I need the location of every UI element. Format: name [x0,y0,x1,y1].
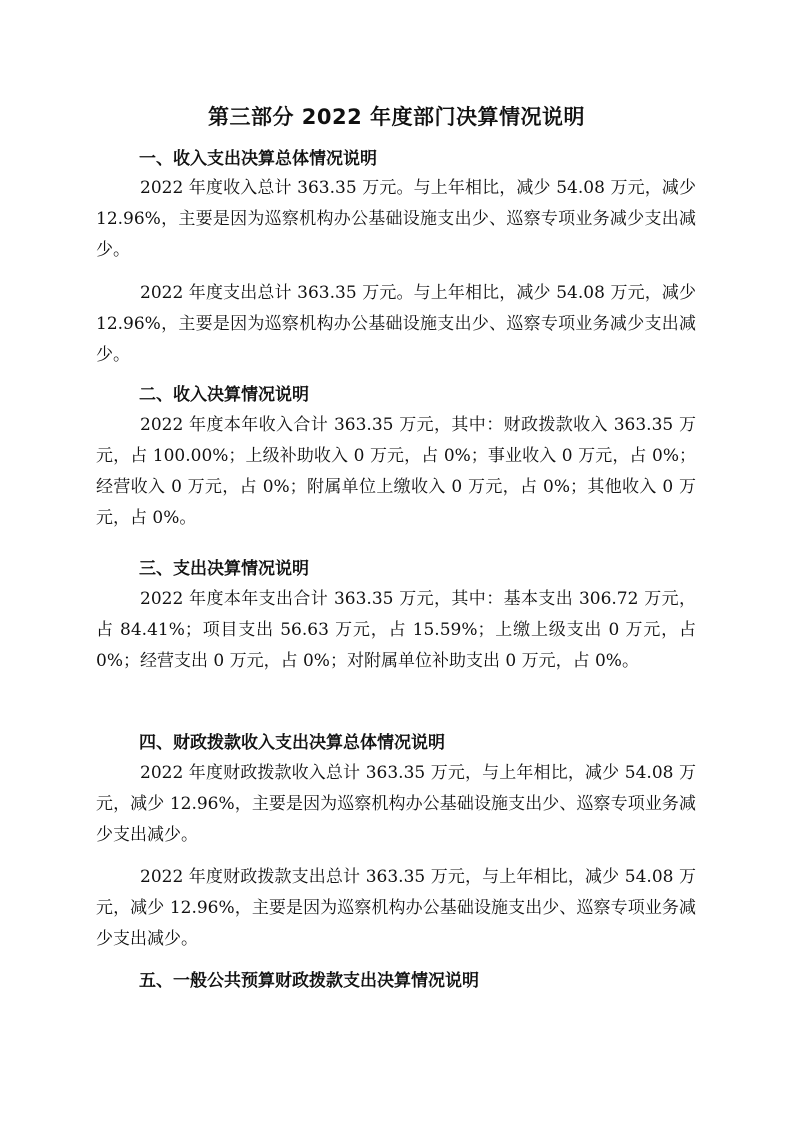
page-title: 第三部分 2022 年度部门决算情况说明 [207,105,586,129]
section-4-paragraph-1: 2022 年度财政拨款收入总计 363.35 万元，与上年相比，减少 54.08 万元，减少 12.96%，主要是因为巡察机构办公基础设施支出少、巡察专项业务减少支出减少。 [96,763,696,845]
section-heading-5: 五、一般公共预算财政拨款支出决算情况说明 [139,971,479,991]
section-1-paragraph-1: 2022 年度收入总计 363.35 万元。与上年相比，减少 54.08 万元，减少 12.96%，主要是因为巡察机构办公基础设施支出少、巡察专项业务减少支出减少。 [96,178,696,260]
section-4-paragraph-2: 2022 年度财政拨款支出总计 363.35 万元，与上年相比，减少 54.08 万元，减少 12.96%，主要是因为巡察机构办公基础设施支出少、巡察专项业务减少支出减少。 [96,867,696,949]
section-3-paragraph-1: 2022 年度本年支出合计 363.35 万元，其中：基本支出 306.72 万元，占 84.41%；项目支出 56.63 万元，占 15.59%；上缴上级支出 0 万元，占 0%；经营支出 0 万元，占 0%；对附属单位补助支出 0 万元，占 0%。 [96,589,696,671]
section-1-paragraph-2: 2022 年度支出总计 363.35 万元。与上年相比，减少 54.08 万元，减少 12.96%，主要是因为巡察机构办公基础设施支出少、巡察专项业务减少支出减少。 [96,283,696,365]
section-2-paragraph-1: 2022 年度本年收入合计 363.35 万元，其中：财政拨款收入 363.35 万元，占 100.00%；上级补助收入 0 万元，占 0%；事业收入 0 万元，占 0%；经营收入 0 万元，占 0%；附属单位上缴收入 0 万元，占 0%；其他收入 0 万元，占 0%。 [96,415,696,528]
section-heading-4: 四、财政拨款收入支出决算总体情况说明 [139,733,445,753]
section-heading-2: 二、收入决算情况说明 [139,385,309,405]
section-heading-1: 一、收入支出决算总体情况说明 [139,149,377,169]
section-heading-3: 三、支出决算情况说明 [139,559,309,579]
